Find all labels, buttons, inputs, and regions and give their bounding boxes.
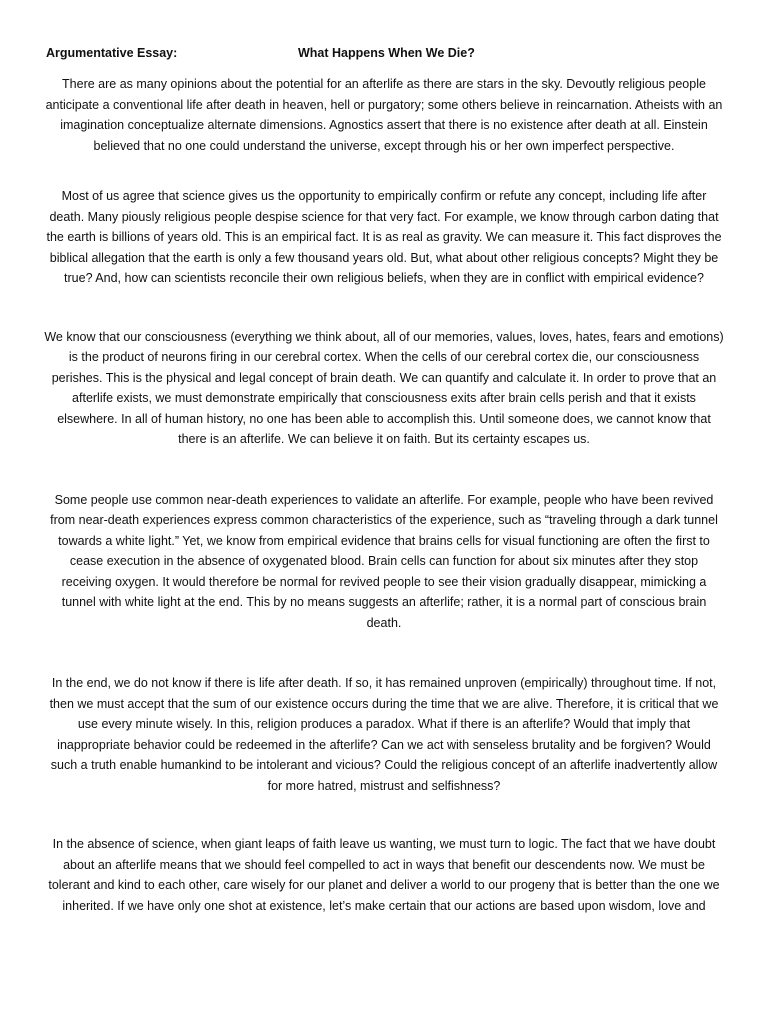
paragraph-logic: In the absence of science, when giant leaps of faith leave us wanting, we must turn to logic. The fact that we have doubt about an afterlife means that we should feel compelled to act in ways that benefit our descendents now. We must be tolerant and kind to each other, care wisely for our planet and deliver a world to our progeny that is better than the one we inherited. If we have only one shot at existence, let’s make certain that our actions are based upon wisdom, love and <box>48 837 720 913</box>
paragraph-science: Most of us agree that science gives us the opportunity to empirically confirm or refute any concept, including life after death. Many piously religious people despise science for that very fact. For example, we know through carbon dating that the earth is billions of years old. This is an empirical fact. It is as real as gravity. We can measure it. This fact disproves the biblical allegation that the earth is only a few thousand years old. But, what about other religious concepts? Might they be true? And, how can scientists reconcile their own religious beliefs, when they are in conflict with empirical evidence? <box>46 189 722 285</box>
essay-header <box>44 46 724 66</box>
paragraph-near-death: Some people use common near-death experiences to validate an afterlife. For example, people who have been revived from near-death experiences express common characteristics of the experience, such as “traveling through a dark tunnel towards a white light.” Yet, we know from empirical evidence that brains cells for visual functioning are often the first to cease execution in the absence of oxygenated blood. Brain cells can function for about six minutes after they stop receiving oxygen. It would therefore be normal for revived people to see their vision gradually disappear, mimicking a tunnel with white light at the end. This by no means suggests an afterlife; rather, it is a normal part of conscious brain death. <box>50 492 718 630</box>
essay-type-label: Argumentative Essay: <box>46 46 178 60</box>
paragraph-conclusion: In the end, we do not know if there is life after death. If so, it has remained unproven (empirically) throughout time. If not, then we must accept that the sum of our existence occurs during the time that we are alive. Therefore, it is critical that we use every minute wisely. In this, religion produces a paradox. What if there is an afterlife? Would that imply that inappropriate behavior could be redeemed in the afterlife? Can we act with senseless brutality and be forgiven? Would such a truth enable humankind to be intolerant and vicious? Could the religious concept of an afterlife inadvertently allow for more hatred, mistrust and selfishness? <box>49 676 719 793</box>
essay-title: What Happens When We Die? <box>298 46 475 60</box>
paragraph-consciousness: We know that our consciousness (everything we think about, all of our memories, values, loves, hates, fears and emotions) is the product of neurons firing in our cerebral cortex. When the cells of our cerebral cortex die, our consciousness perishes. This is the physical and legal concept of brain death. We can quantify and calculate it. In order to prove that an afterlife exists, we must demonstrate empirically that consciousness exits after brain cells perish and that it exists elsewhere. In all of human history, no one has been able to accomplish this. Until someone does, we cannot know that there is an afterlife. We can believe it on faith. But its certainty escapes us. <box>44 329 724 446</box>
paragraph-intro: There are as many opinions about the potential for an afterlife as there are stars in the sky. Devoutly religious people anticipate a conventional life after death in heaven, hell or purgatory; some others believe in reincarnation. Atheists with an imagination conceptualize alternate dimensions. Agnostics assert that there is no existence after death at all. Einstein believed that no one could understand the universe, except through his or her own imperfect perspective. <box>45 77 723 153</box>
